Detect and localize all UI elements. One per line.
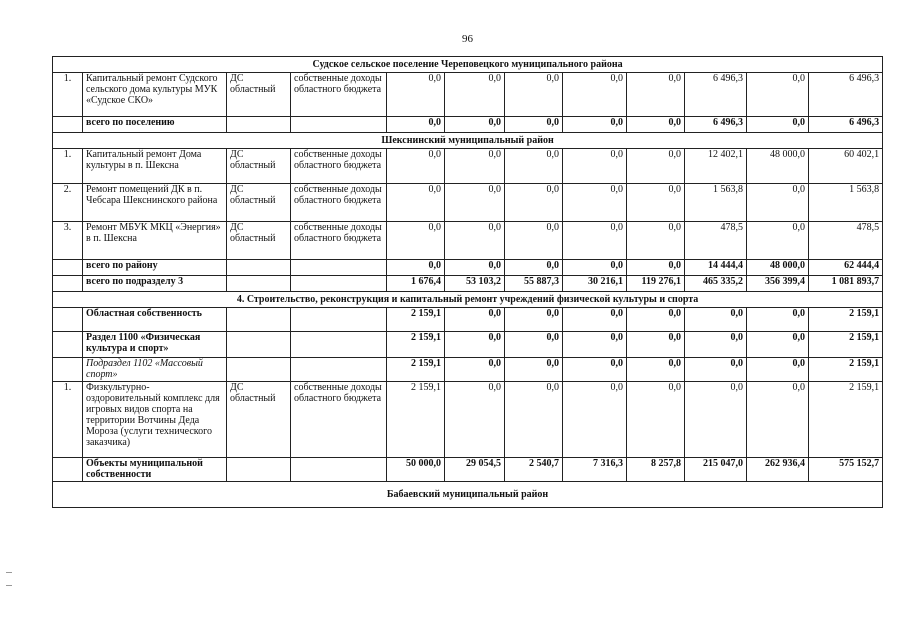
value-cell: 0,0 [747, 222, 809, 260]
value-cell: 0,0 [505, 222, 563, 260]
value-cell: 0,0 [505, 382, 563, 458]
source: ДС областный [227, 222, 291, 260]
value-cell: 0,0 [563, 308, 627, 332]
section-title: Судское сельское поселение Череповецкого муниципального района [53, 57, 883, 73]
value-cell: 0,0 [387, 222, 445, 260]
section-title: 4. Строительство, реконструкция и капитальный ремонт учреждений физической культуры и спорта [53, 292, 883, 308]
value-cell: 0,0 [563, 117, 627, 133]
value-cell: 6 496,3 [809, 73, 883, 117]
value-cell: 478,5 [809, 222, 883, 260]
value-cell: 0,0 [563, 184, 627, 222]
table-row [53, 222, 883, 260]
value-cell: 60 402,1 [809, 149, 883, 184]
value-cell: 465 335,2 [685, 276, 747, 292]
section-title: Шекснинский муниципальный район [53, 133, 883, 149]
value-cell: 262 936,4 [747, 458, 809, 482]
value-cell: 2 159,1 [809, 358, 883, 382]
value-cell: 0,0 [747, 308, 809, 332]
funding: собственные доходы областного бюджета [291, 382, 387, 458]
value-cell: 0,0 [445, 149, 505, 184]
group-label: Раздел 1100 «Физическая культура и спорт» [83, 332, 227, 358]
subgroup-row [53, 358, 883, 382]
value-cell: 575 152,7 [809, 458, 883, 482]
value-cell: 1 081 893,7 [809, 276, 883, 292]
total-label: всего по району [83, 260, 227, 276]
value-cell: 1 563,8 [809, 184, 883, 222]
value-cell: 0,0 [505, 260, 563, 276]
value-cell: 0,0 [505, 358, 563, 382]
source: ДС областный [227, 184, 291, 222]
funding: собственные доходы областного бюджета [291, 222, 387, 260]
row-number: 1. [53, 149, 83, 184]
value-cell: 0,0 [685, 308, 747, 332]
value-cell: 0,0 [563, 332, 627, 358]
funding: собственные доходы областного бюджета [291, 184, 387, 222]
table-row [53, 73, 883, 117]
value-cell: 2 159,1 [387, 332, 445, 358]
object-name: Физкультурно-оздоровительный комплекс для игровых видов спорта на территории Вотчины Деда Мороза (услуги технического заказчика) [83, 382, 227, 458]
value-cell: 1 563,8 [685, 184, 747, 222]
funding: собственные доходы областного бюджета [291, 149, 387, 184]
value-cell: 2 159,1 [387, 382, 445, 458]
value-cell: 0,0 [445, 382, 505, 458]
value-cell: 0,0 [747, 382, 809, 458]
value-cell: 0,0 [685, 358, 747, 382]
object-name: Ремонт МБУК МКЦ «Энергия» в п. Шексна [83, 222, 227, 260]
value-cell: 0,0 [627, 222, 685, 260]
value-cell: 0,0 [627, 308, 685, 332]
value-cell: 2 159,1 [809, 382, 883, 458]
value-cell: 0,0 [627, 332, 685, 358]
value-cell: 0,0 [627, 73, 685, 117]
table-row [53, 184, 883, 222]
value-cell: 478,5 [685, 222, 747, 260]
value-cell: 2 159,1 [387, 358, 445, 382]
value-cell: 0,0 [387, 117, 445, 133]
table-row [53, 149, 883, 184]
section-row [53, 292, 883, 308]
value-cell: 0,0 [445, 358, 505, 382]
value-cell: 7 316,3 [563, 458, 627, 482]
value-cell: 0,0 [685, 382, 747, 458]
value-cell: 0,0 [445, 73, 505, 117]
source: ДС областный [227, 149, 291, 184]
value-cell: 14 444,4 [685, 260, 747, 276]
value-cell: 6 496,3 [685, 117, 747, 133]
value-cell: 0,0 [627, 358, 685, 382]
value-cell: 0,0 [445, 260, 505, 276]
row-number: 1. [53, 73, 83, 117]
value-cell: 0,0 [387, 73, 445, 117]
value-cell: 0,0 [563, 260, 627, 276]
value-cell: 0,0 [627, 382, 685, 458]
group-label: Объекты муниципальной собственности [83, 458, 227, 482]
value-cell: 0,0 [505, 184, 563, 222]
value-cell: 119 276,1 [627, 276, 685, 292]
value-cell: 0,0 [445, 222, 505, 260]
value-cell: 0,0 [563, 73, 627, 117]
section-row [53, 133, 883, 149]
row-number: 1. [53, 382, 83, 458]
value-cell: 0,0 [747, 358, 809, 382]
total-label: всего по поселению [83, 117, 227, 133]
value-cell: 0,0 [627, 117, 685, 133]
value-cell: 53 103,2 [445, 276, 505, 292]
value-cell: 2 540,7 [505, 458, 563, 482]
value-cell: 55 887,3 [505, 276, 563, 292]
section-row [53, 482, 883, 508]
table-row [53, 382, 883, 458]
value-cell: 30 216,1 [563, 276, 627, 292]
value-cell: 8 257,8 [627, 458, 685, 482]
row-number: 3. [53, 222, 83, 260]
value-cell: 2 159,1 [809, 308, 883, 332]
group-row [53, 308, 883, 332]
row-number: 2. [53, 184, 83, 222]
value-cell: 0,0 [627, 184, 685, 222]
total-label: всего по подразделу 3 [83, 276, 227, 292]
group-row [53, 332, 883, 358]
value-cell: 62 444,4 [809, 260, 883, 276]
value-cell: 48 000,0 [747, 149, 809, 184]
value-cell: 0,0 [505, 308, 563, 332]
value-cell: 0,0 [685, 332, 747, 358]
value-cell: 6 496,3 [809, 117, 883, 133]
value-cell: 0,0 [387, 149, 445, 184]
value-cell: 0,0 [505, 332, 563, 358]
value-cell: 0,0 [445, 117, 505, 133]
value-cell: 0,0 [747, 332, 809, 358]
value-cell: 12 402,1 [685, 149, 747, 184]
budget-table [52, 56, 883, 508]
section-title: Бабаевский муниципальный район [53, 482, 883, 508]
value-cell: 0,0 [747, 73, 809, 117]
page-number: 96 [462, 33, 473, 45]
section-row [53, 57, 883, 73]
value-cell: 0,0 [563, 222, 627, 260]
value-cell: 0,0 [747, 117, 809, 133]
value-cell: 0,0 [505, 73, 563, 117]
funding: собственные доходы областного бюджета [291, 73, 387, 117]
subgroup-label: Подраздел 1102 «Массовый спорт» [83, 358, 227, 382]
value-cell: 6 496,3 [685, 73, 747, 117]
value-cell: 0,0 [563, 382, 627, 458]
total-row [53, 117, 883, 133]
value-cell: 0,0 [445, 332, 505, 358]
value-cell: 215 047,0 [685, 458, 747, 482]
value-cell: 0,0 [505, 117, 563, 133]
total-row [53, 276, 883, 292]
value-cell: 356 399,4 [747, 276, 809, 292]
source: ДС областный [227, 73, 291, 117]
value-cell: 0,0 [387, 260, 445, 276]
value-cell: 0,0 [563, 149, 627, 184]
scan-margin-marks [6, 572, 14, 608]
value-cell: 0,0 [747, 184, 809, 222]
value-cell: 50 000,0 [387, 458, 445, 482]
object-name: Капитальный ремонт Дома культуры в п. Шексна [83, 149, 227, 184]
value-cell: 0,0 [627, 149, 685, 184]
object-name: Ремонт помещений ДК в п. Чебсара Шекснинского района [83, 184, 227, 222]
object-name: Капитальный ремонт Судского сельского дома культуры МУК «Судское СКО» [83, 73, 227, 117]
group-label: Областная собственность [83, 308, 227, 332]
value-cell: 48 000,0 [747, 260, 809, 276]
total-row [53, 260, 883, 276]
value-cell: 29 054,5 [445, 458, 505, 482]
group-row [53, 458, 883, 482]
value-cell: 0,0 [563, 358, 627, 382]
value-cell: 2 159,1 [387, 308, 445, 332]
value-cell: 0,0 [445, 308, 505, 332]
source: ДС областный [227, 382, 291, 458]
value-cell: 0,0 [387, 184, 445, 222]
value-cell: 0,0 [445, 184, 505, 222]
value-cell: 2 159,1 [809, 332, 883, 358]
value-cell: 1 676,4 [387, 276, 445, 292]
value-cell: 0,0 [505, 149, 563, 184]
value-cell: 0,0 [627, 260, 685, 276]
